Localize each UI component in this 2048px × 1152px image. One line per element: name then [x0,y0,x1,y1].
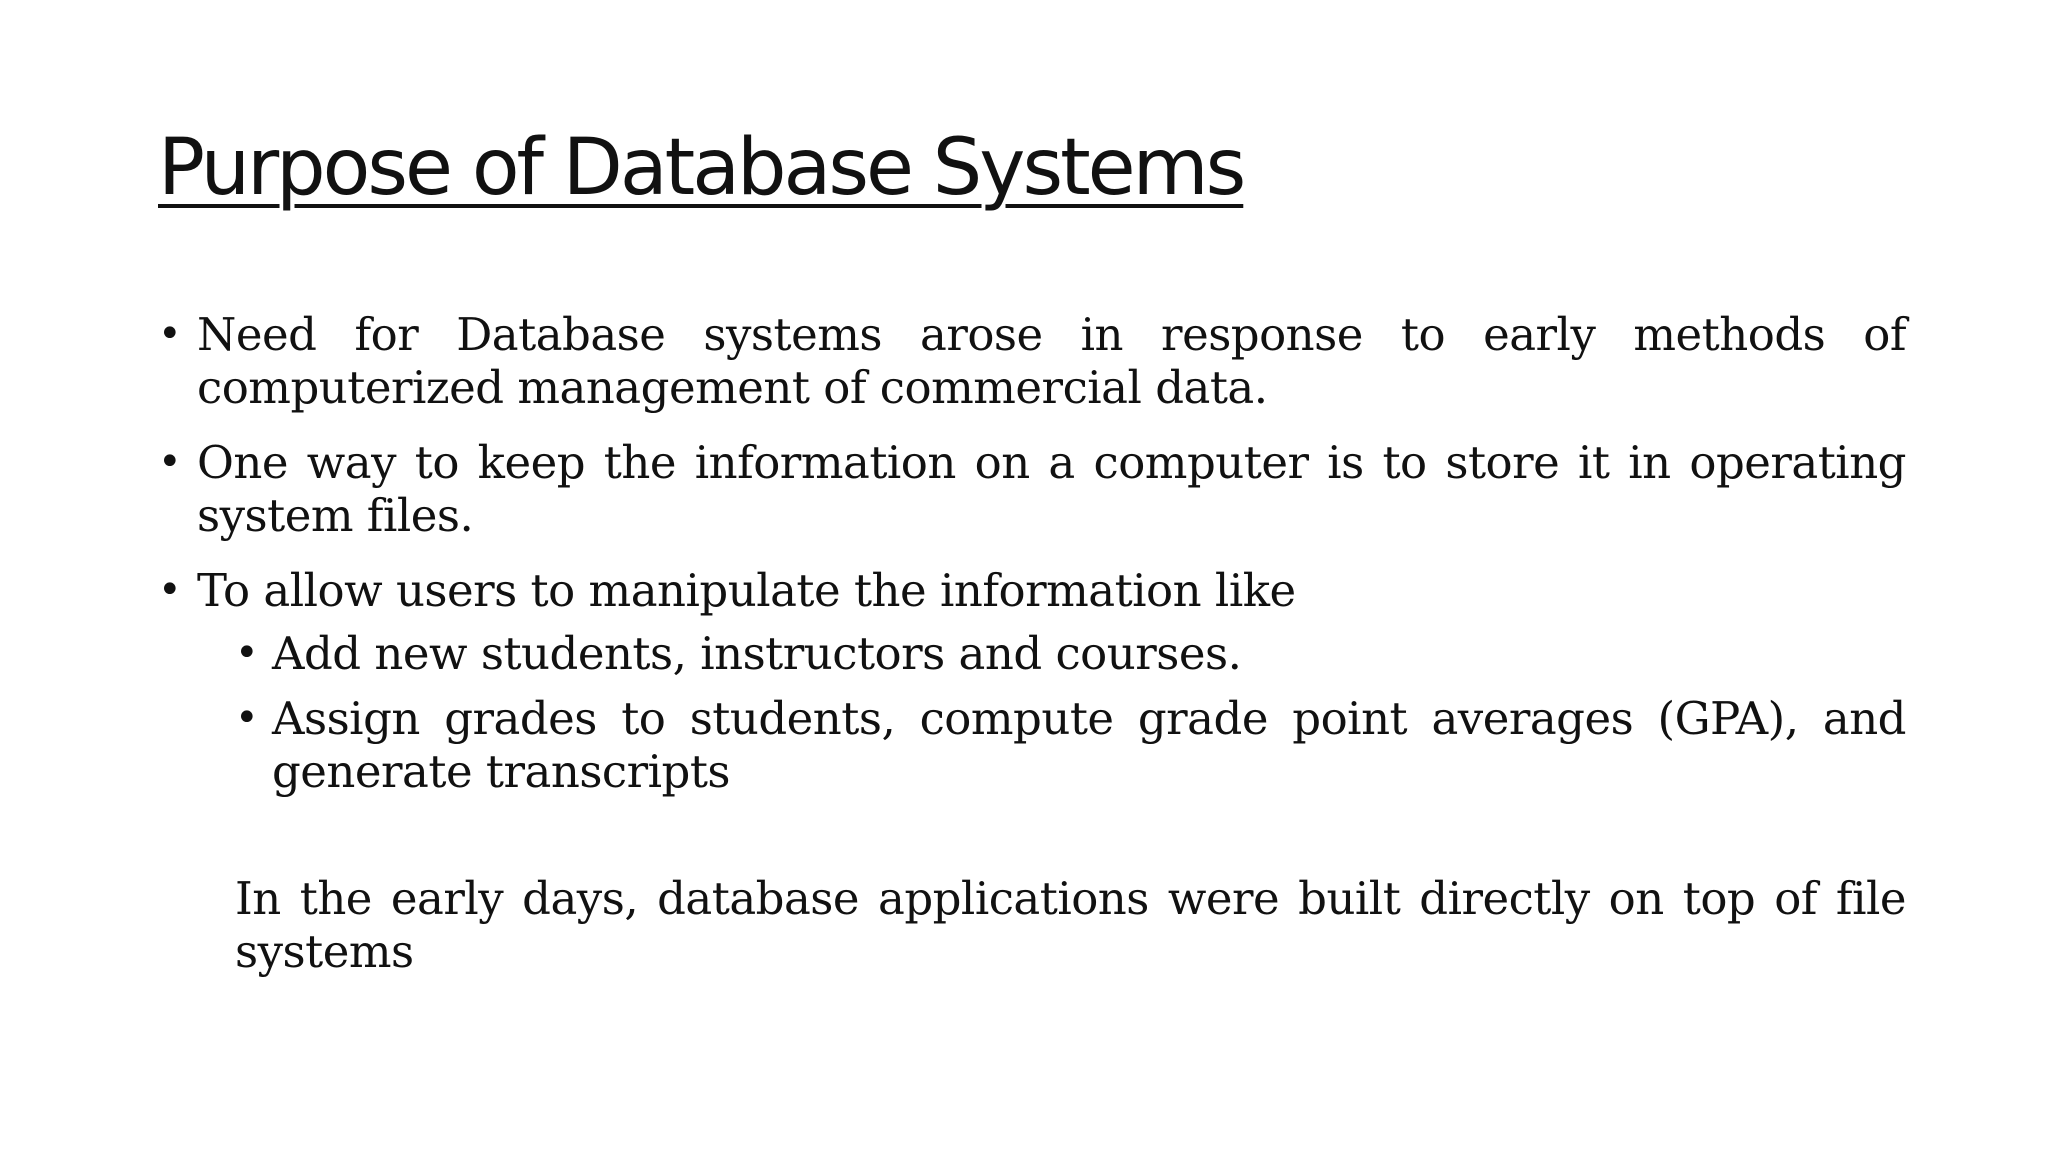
bullet-icon: • [158,567,182,613]
slide-note: In the early days, database applications were built directly on top of file systems [235,872,1906,978]
bullet-text: To allow users to manipulate the information like [197,564,1296,617]
sub-bullet-item [235,627,1906,680]
bullet-text: Need for Database systems arose in response to early methods of computerized management of commercial data. [197,308,1906,414]
bullet-item [158,308,1906,414]
sub-bullet-icon: • [235,630,259,676]
sub-bullet-item [235,692,1906,798]
bullet-item [158,436,1906,542]
bullet-text: One way to keep the information on a computer is to store it in operating system files. [197,436,1906,542]
bullet-icon: • [158,439,182,485]
sub-bullet-text: Assign grades to students, compute grade point averages (GPA), and generate transcripts [272,692,1906,798]
slide-title: Purpose of Database Systems [158,123,1244,213]
sub-bullet-text: Add new students, instructors and courses. [272,627,1242,680]
bullet-icon: • [158,311,182,357]
sub-bullet-icon: • [235,695,259,741]
slide-body [158,308,1906,978]
bullet-item [158,564,1906,617]
